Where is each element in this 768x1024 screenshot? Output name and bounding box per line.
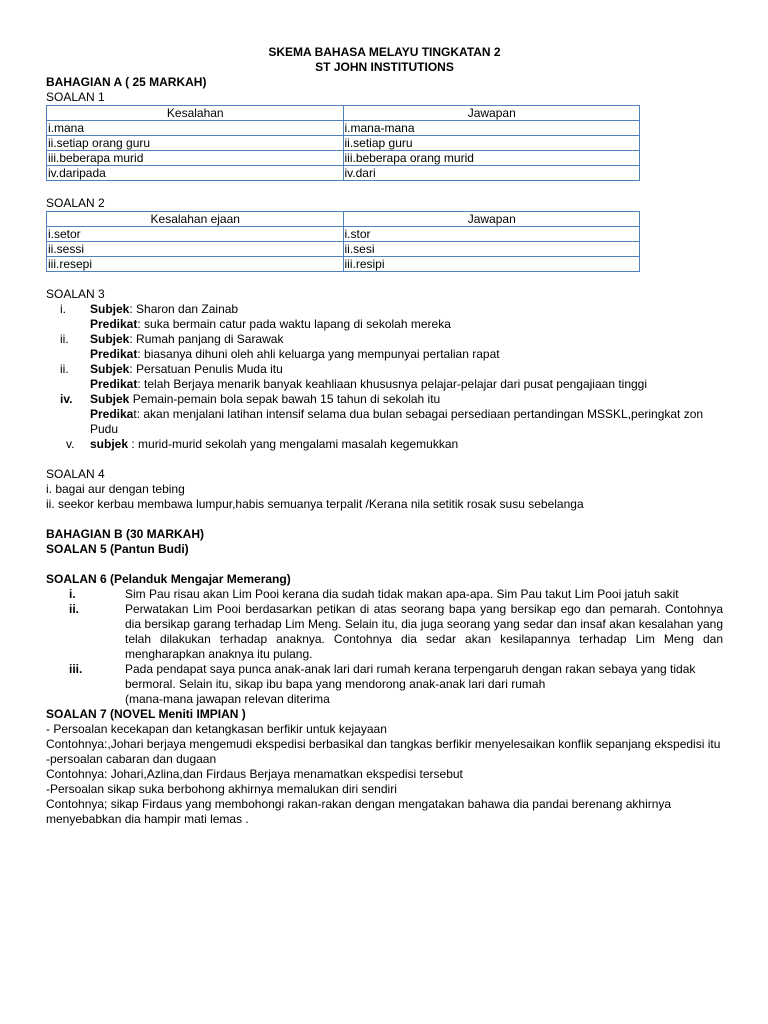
- table-header-row: [47, 212, 640, 227]
- column-header-kesalahan-ejaan: Kesalahan ejaan: [47, 212, 344, 227]
- answer-scheme-page: [46, 45, 723, 827]
- text-line: -Persoalan sikap suka berbohong akhirnya memalukan diri sendiri: [46, 782, 397, 796]
- soalan-2-label: SOALAN 2: [46, 196, 105, 210]
- table-cell: ii.sesi: [343, 242, 640, 257]
- table-row: [47, 151, 640, 166]
- subjek-label: subjek: [90, 437, 129, 451]
- table-cell: i.mana: [47, 121, 344, 136]
- item-number: i.: [60, 302, 66, 316]
- list-item: [46, 362, 723, 392]
- list-item: [46, 602, 723, 662]
- predikat-label: Predikat: [90, 317, 138, 331]
- predikat-label: Predikat: [90, 347, 138, 361]
- list-item: [46, 392, 723, 437]
- table-cell: ii.setiap guru: [343, 136, 640, 151]
- text-line: Contohnya: Johari,Azlina,dan Firdaus Berjaya menamatkan ekspedisi tersebut: [46, 767, 463, 781]
- subjek-label: Subjek: [90, 302, 130, 316]
- subjek-text: : Sharon dan Zainab: [129, 302, 239, 316]
- text-line: Contohnya:,Johari berjaya mengemudi ekspedisi berbasikal dan tangkas berfikir menyelesaikan konflik sepanjang ekspedisi itu: [46, 737, 721, 751]
- list-item: [46, 662, 723, 707]
- soalan-7-body: [46, 722, 723, 827]
- item-number: ii.: [60, 362, 69, 376]
- document-title: [46, 45, 723, 75]
- subjek-label: Subjek: [90, 392, 130, 406]
- table-cell: iii.resepi: [47, 257, 344, 272]
- table-row: [47, 166, 640, 181]
- table-cell: iii.beberapa murid: [47, 151, 344, 166]
- soalan-4-answer-1: i. bagai aur dengan tebing: [46, 482, 185, 496]
- item-number: iii.: [69, 662, 83, 676]
- answer-note: (mana-mana jawapan relevan diterima: [125, 692, 330, 706]
- soalan-6-list: [46, 587, 723, 707]
- column-header-jawapan: Jawapan: [343, 212, 640, 227]
- item-number: iv.: [60, 392, 73, 406]
- table-cell: iv.dari: [343, 166, 640, 181]
- column-header-jawapan: Jawapan: [343, 106, 640, 121]
- table-cell: i.stor: [343, 227, 640, 242]
- subjek-label: Subjek: [90, 362, 130, 376]
- list-item: [46, 302, 723, 332]
- table-row: [47, 242, 640, 257]
- soalan-3-label: SOALAN 3: [46, 287, 105, 301]
- subjek-text: : murid-murid sekolah yang mengalami masalah kegemukkan: [128, 437, 459, 451]
- predikat-text: : telah Berjaya menarik banyak keahliaan khususnya pelajar-pelajar dari pusat pengajiaan tinggi: [137, 377, 648, 391]
- soalan-2-table: [46, 211, 640, 272]
- table-cell: ii.sessi: [47, 242, 344, 257]
- soalan-1-label: SOALAN 1: [46, 90, 105, 104]
- subjek-text: : Persatuan Penulis Muda itu: [129, 362, 283, 376]
- answer-text: Perwatakan Lim Pooi berdasarkan petikan di atas seorang bapa yang bersikap ego dan pemarah. Contohnya dia bersikap garang terhadap Lim Meng. Selain itu, dia juga seorang yang sedar dan insaf akan kesalahan yang telah dilakukan terhadap anaknya. Contohnya dia sedar akan kesilapannya terhadap Lim Meng dan mengharapkan anaknya itu pulang.: [125, 602, 723, 661]
- soalan-5-heading: SOALAN 5 (Pantun Budi): [46, 542, 189, 556]
- title-line-2: ST JOHN INSTITUTIONS: [315, 60, 454, 74]
- list-item: [46, 437, 723, 452]
- soalan-6-heading: SOALAN 6 (Pelanduk Mengajar Memerang): [46, 572, 291, 586]
- table-row: [47, 136, 640, 151]
- table-cell: iii.resipi: [343, 257, 640, 272]
- table-cell: i.mana-mana: [343, 121, 640, 136]
- predikat-text: : biasanya dihuni oleh ahli keluarga yang mempunyai pertalian rapat: [137, 347, 500, 361]
- table-cell: iv.daripada: [47, 166, 344, 181]
- table-cell: ii.setiap orang guru: [47, 136, 344, 151]
- soalan-3-list: [46, 302, 723, 452]
- predikat-text: t: akan menjalani latihan intensif selama dua bulan sebagai persediaan pertandingan MSSKL,peringkat zon Pudu: [90, 407, 704, 436]
- predikat-text: : suka bermain catur pada waktu lapang di sekolah mereka: [137, 317, 451, 331]
- item-number: ii.: [60, 332, 69, 346]
- soalan-4-answer-2: ii. seekor kerbau membawa lumpur,habis semuanya terpalit /Kerana nila setitik rosak susu sebelanga: [46, 497, 584, 511]
- subjek-label: Subjek: [90, 332, 130, 346]
- soalan-1-table: [46, 105, 640, 181]
- soalan-7-heading: SOALAN 7 (NOVEL Meniti IMPIAN ): [46, 707, 246, 721]
- text-line: -persoalan cabaran dan dugaan: [46, 752, 217, 766]
- subjek-text: : Rumah panjang di Sarawak: [129, 332, 284, 346]
- predikat-label: Predikat: [90, 377, 138, 391]
- item-number: v.: [66, 437, 75, 451]
- table-header-row: [47, 106, 640, 121]
- title-line-1: SKEMA BAHASA MELAYU TINGKATAN 2: [268, 45, 501, 59]
- predikat-label: Predika: [90, 407, 134, 421]
- table-cell: i.setor: [47, 227, 344, 242]
- answer-text: Pada pendapat saya punca anak-anak lari dari rumah kerana terpengaruh dengan rakan sebaya yang tidak bermoral. Selain itu, sikap ibu bapa yang mendorong anak-anak lari dari rumah: [125, 662, 696, 691]
- table-row: [47, 257, 640, 272]
- subjek-text: Pemain-pemain bola sepak bawah 15 tahun di sekolah itu: [129, 392, 441, 406]
- item-number: i.: [69, 587, 76, 601]
- answer-text: Sim Pau risau akan Lim Pooi kerana dia sudah tidak makan apa-apa. Sim Pau takut Lim Pooi jatuh sakit: [125, 587, 679, 601]
- list-item: [46, 587, 723, 602]
- table-row: [47, 121, 640, 136]
- table-cell: iii.beberapa orang murid: [343, 151, 640, 166]
- text-line: - Persoalan kecekapan dan ketangkasan berfikir untuk kejayaan: [46, 722, 387, 736]
- column-header-kesalahan: Kesalahan: [47, 106, 344, 121]
- section-a-heading: BAHAGIAN A ( 25 MARKAH): [46, 75, 207, 89]
- text-line: Contohnya; sikap Firdaus yang membohongi rakan-rakan dengan mengatakan bahawa dia pandai berenang akhirnya menyebabkan dia hampir mati lemas .: [46, 797, 672, 826]
- table-row: [47, 227, 640, 242]
- item-number: ii.: [69, 602, 80, 616]
- list-item: [46, 332, 723, 362]
- section-b-heading: BAHAGIAN B (30 MARKAH): [46, 527, 204, 541]
- soalan-4-label: SOALAN 4: [46, 467, 105, 481]
